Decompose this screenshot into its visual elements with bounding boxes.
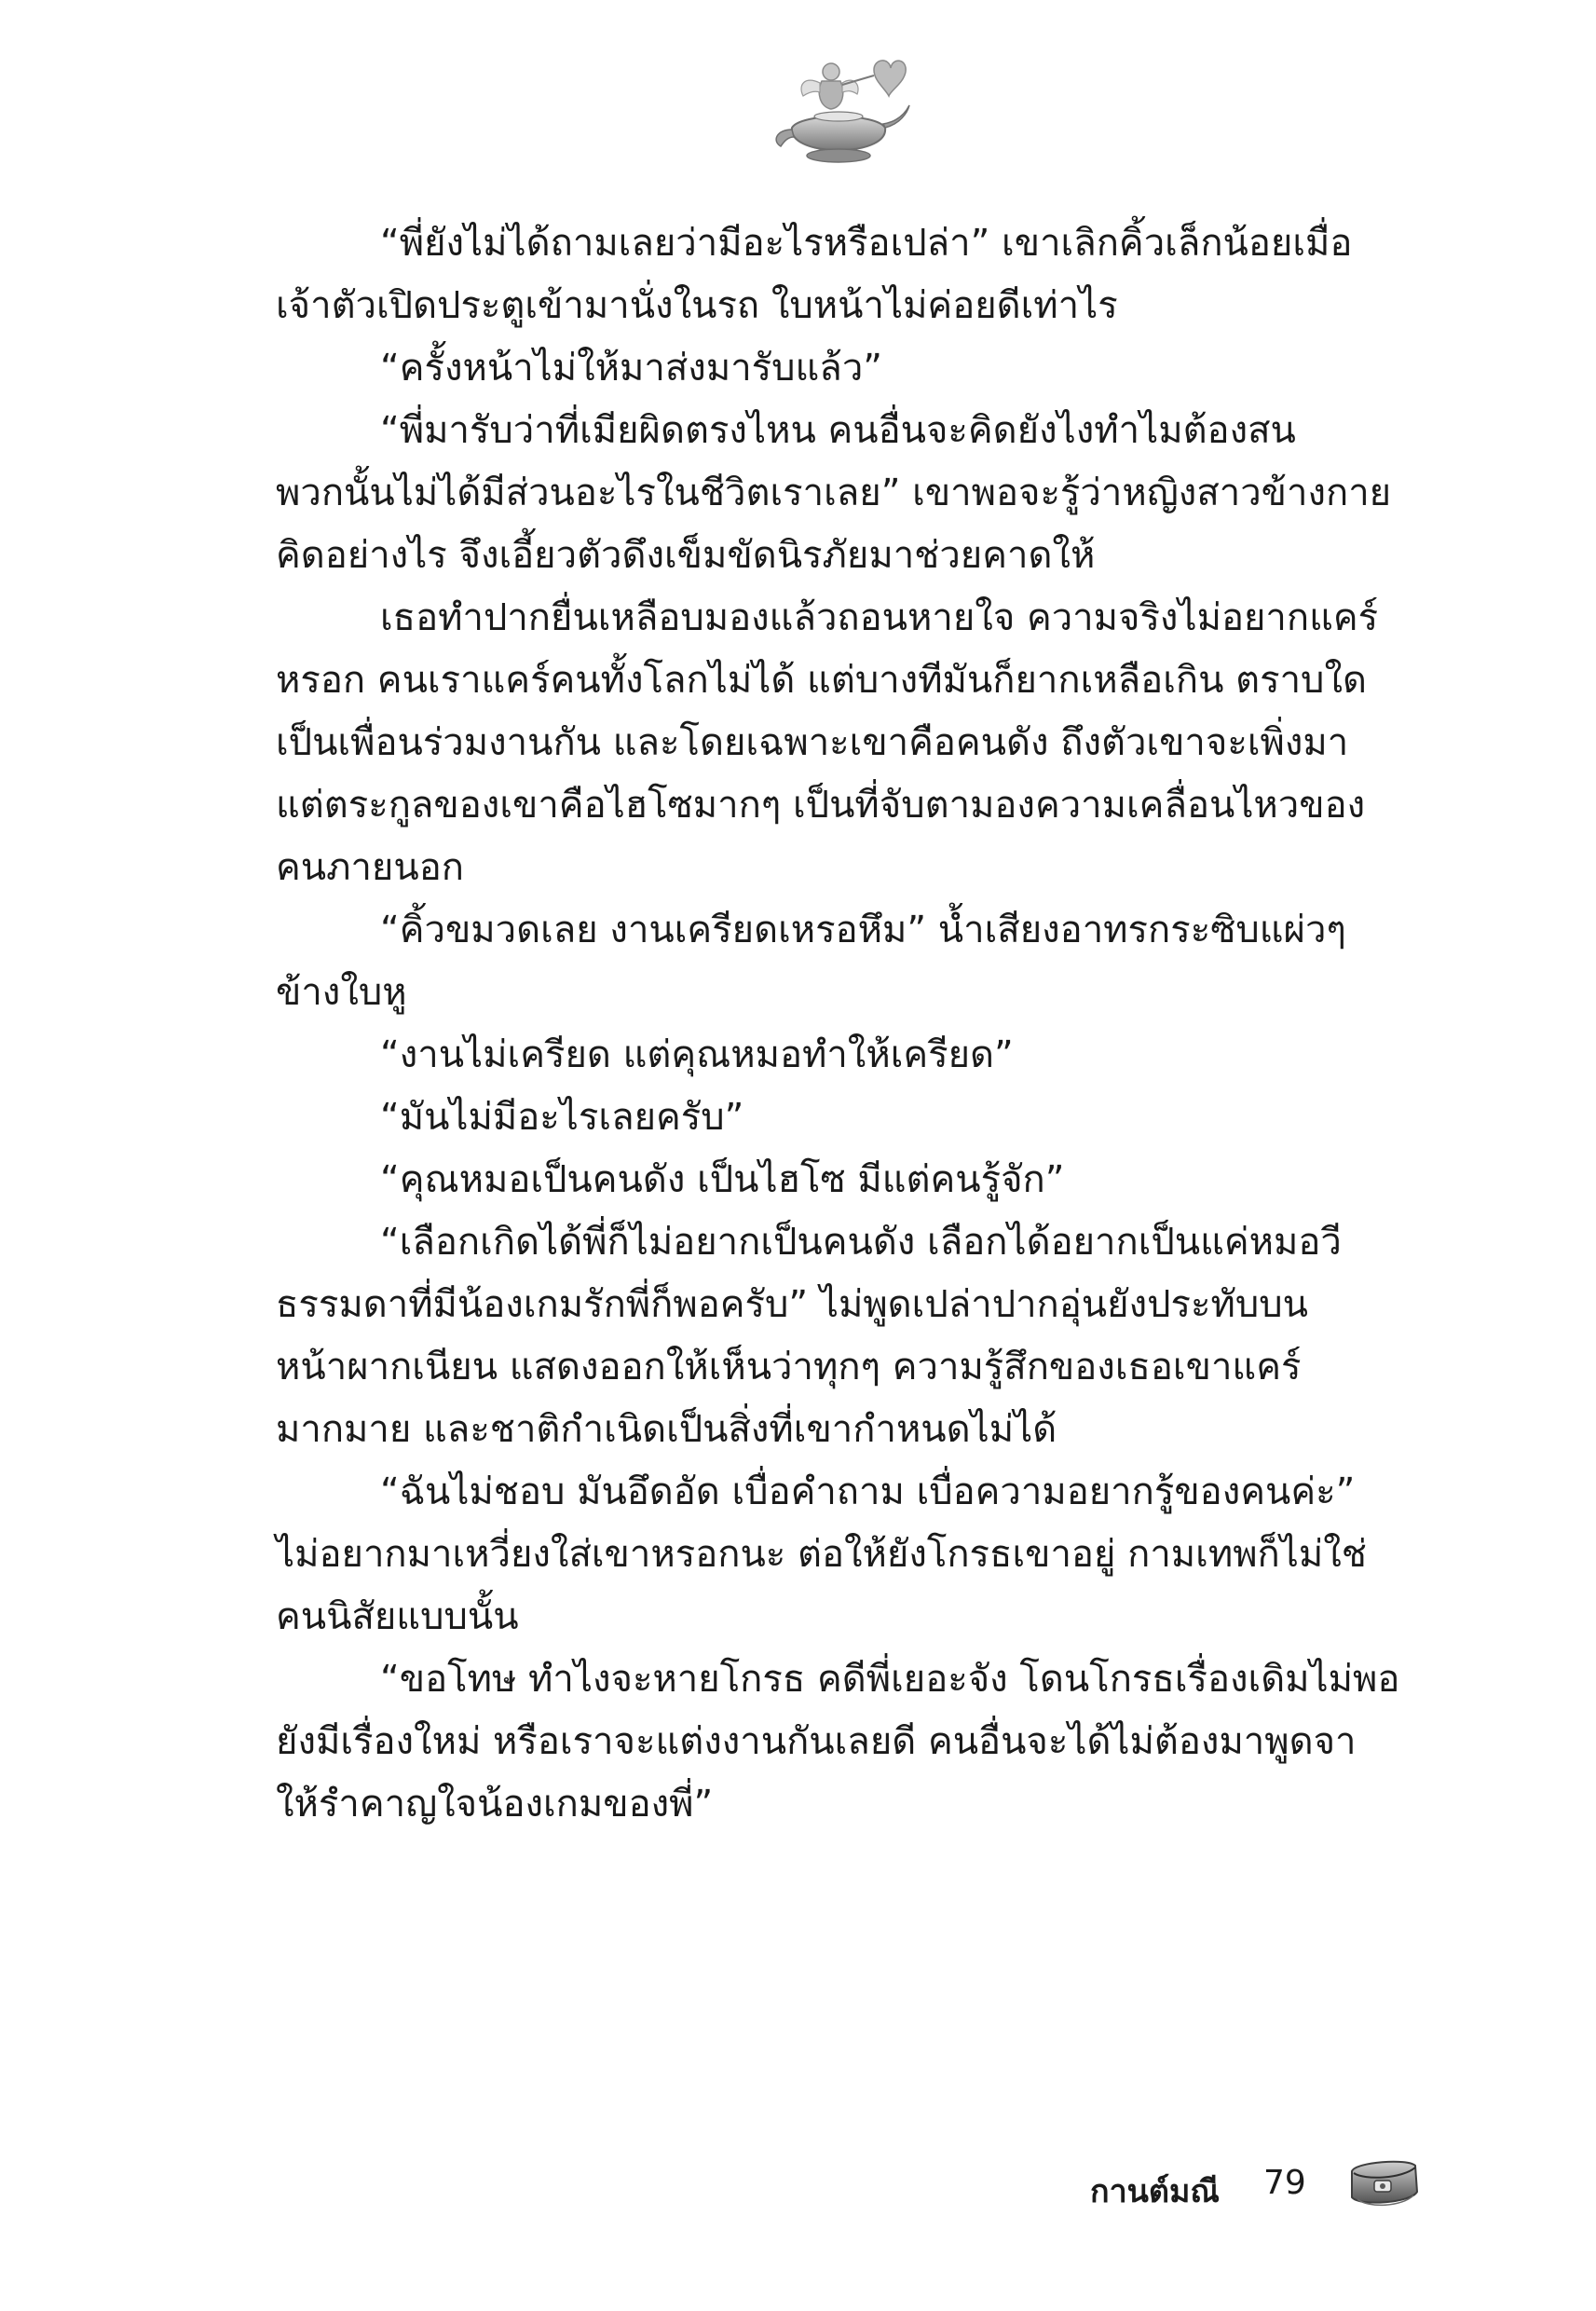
- paragraph: “เลือกเกิดได้พี่ก็ไม่อยากเป็นคนดัง เลือกได้อยากเป็นแค่หมอวี ธรรมดาที่มีน้องเกมรักพี่ก็พอครับ” ไม่พูดเปล่าปากอุ่นยังประทับบน หน้าผากเนียน แสดงออกให้เห็นว่าทุกๆ ความรู้สึกของเธอเขาแคร์ มากมาย และชาติกำเนิดเป็นสิ่งที่เขากำหนดไม่ได้: [276, 1221, 1342, 1451]
- paragraph: “งานไม่เครียด แต่คุณหมอทำให้เครียด”: [380, 1033, 1014, 1076]
- paragraph: “พี่ยังไม่ได้ถามเลยว่ามีอะไรหรือเปล่า” เขาเลิกคิ้วเล็กน้อยเมื่อ เจ้าตัวเปิดประตูเข้ามานั่งในรถ ใบหน้าไม่ค่อยดีเท่าไร: [276, 222, 1353, 327]
- paragraph: “มันไม่มีอะไรเลยครับ”: [380, 1096, 744, 1139]
- page-footer: [1090, 2154, 1425, 2220]
- cupid-teapot-ornament-icon: [764, 51, 913, 168]
- paragraph: “พี่มารับว่าที่เมียผิดตรงไหน คนอื่นจะคิดยังไงทำไมต้องสน พวกนั้นไม่ได้มีส่วนอะไรในชีวิตเราเลย” เขาพอจะรู้ว่าหญิงสาวข้างกาย คิดอย่างไร จึงเอี้ยวตัวดึงเข็มขัดนิรภัยมาช่วยคาดให้: [276, 409, 1392, 577]
- paragraph: “คิ้วขมวดเลย งานเครียดเหรอหึม” น้ำเสียงอาทรกระซิบแผ่วๆ ข้างใบหู: [276, 909, 1346, 1014]
- paragraph: “ฉันไม่ชอบ มันอึดอัด เบื่อคำถาม เบื่อความอยากรู้ของคนค่ะ” ไม่อยากมาเหวี่ยงใส่เขาหรอกนะ ต่อให้ยังโกรธเขาอยู่ กามเทพก็ไม่ใช่ คนนิสัยแบบนั้น: [276, 1470, 1367, 1638]
- book-title: กานต์มณี: [1090, 2173, 1220, 2210]
- story-text: [276, 212, 1417, 1836]
- paragraph: เธอทำปากยื่นเหลือบมองแล้วถอนหายใจ ความจริงไม่อยากแคร์ หรอก คนเราแคร์คนทั้งโลกไม่ได้ แต่บางทีมันก็ยากเหลือเกิน ตราบใด เป็นเพื่อนร่วมงานกัน และโดยเฉพาะเขาคือคนดัง ถึงตัวเขาจะเพิ่งมา แต่ตระกูลของเขาคือไฮโซมากๆ เป็นที่จับตามองความเคลื่อนไหวของ คนภายนอก: [276, 596, 1379, 889]
- paragraph: “ครั้งหน้าไม่ให้มาส่งมารับแล้ว”: [380, 347, 883, 390]
- jewelry-box-icon: [1346, 2154, 1421, 2212]
- page-number: 79: [1263, 2164, 1306, 2202]
- paragraph: “คุณหมอเป็นคนดัง เป็นไฮโซ มีแต่คนรู้จัก”: [380, 1158, 1065, 1201]
- paragraph: “ขอโทษ ทำไงจะหายโกรธ คดีพี่เยอะจัง โดนโกรธเรื่องเดิมไม่พอ ยังมีเรื่องใหม่ หรือเราจะแต่งงานกันเลยดี คนอื่นจะได้ไม่ต้องมาพูดจา ให้รำคาญใจน้องเกมของพี่”: [276, 1658, 1400, 1826]
